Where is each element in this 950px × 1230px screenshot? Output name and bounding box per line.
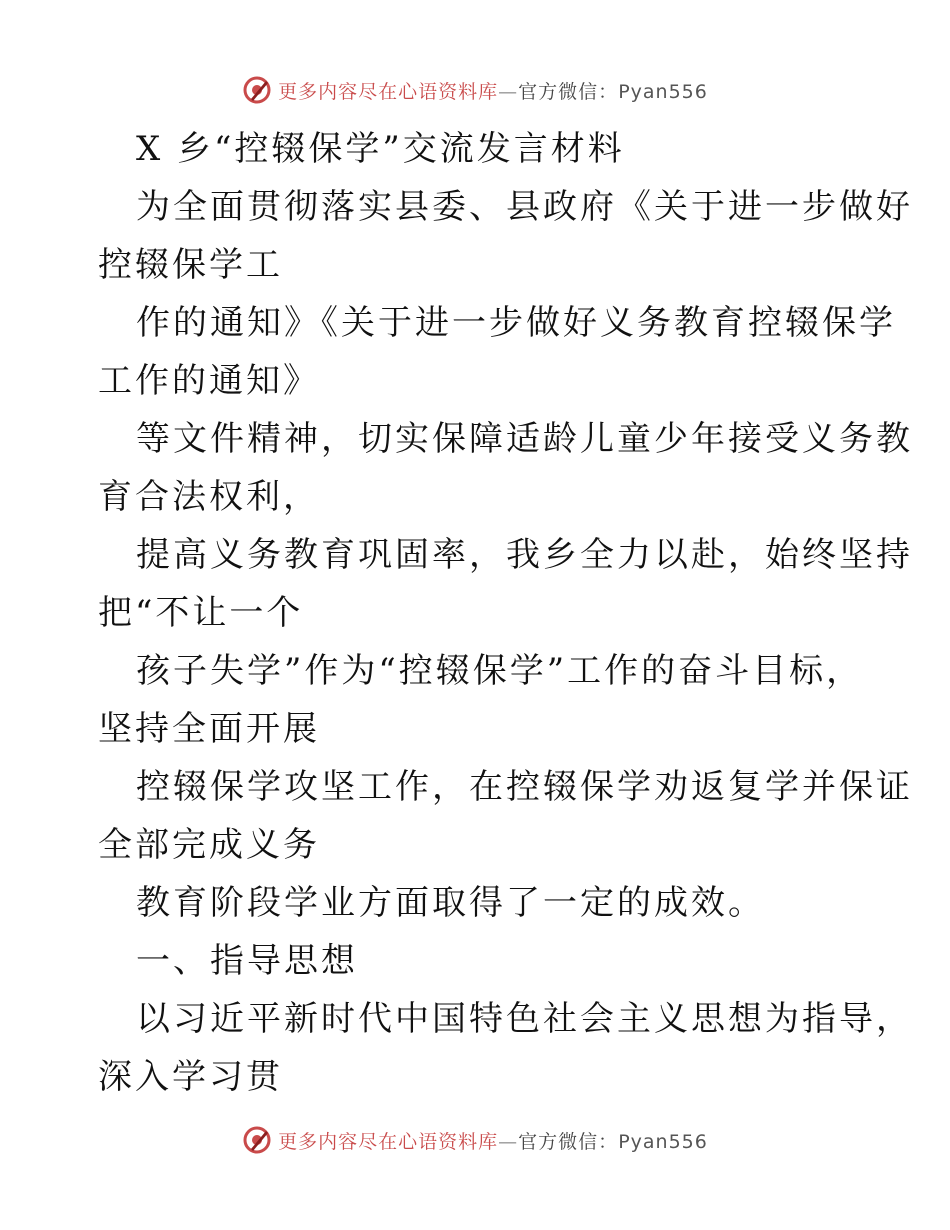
header-wechat-id: Pyan556 bbox=[618, 80, 708, 103]
document-title: X 乡“控辍保学”交流发言材料 bbox=[136, 129, 625, 169]
paragraph-line: 坚持全面开展 bbox=[98, 709, 320, 749]
header-wechat-label: 官方微信： bbox=[518, 80, 619, 103]
header-banner-text bbox=[278, 77, 708, 104]
paragraph-line: 孩子失学”作为“控辍保学”工作的奋斗目标， bbox=[136, 651, 864, 691]
footer-wechat-id: Pyan556 bbox=[618, 1130, 708, 1153]
paragraph-line: 控辍保学攻坚工作，在控辍保学劝返复学并保证 bbox=[136, 767, 913, 807]
paragraph-line: 把“不让一个 bbox=[98, 593, 304, 633]
paragraph-line: 为全面贯彻落实县委、县政府《关于进一步做好 bbox=[136, 187, 913, 227]
paragraph-line: 教育阶段学业方面取得了一定的成效。 bbox=[136, 883, 765, 923]
paragraph-line: 控辍保学工 bbox=[98, 245, 283, 285]
paragraph-line: 工作的通知》 bbox=[98, 361, 320, 401]
paragraph-line: 育合法权利， bbox=[98, 477, 320, 517]
footer-banner-text bbox=[278, 1127, 708, 1154]
footer-banner bbox=[0, 1120, 950, 1160]
paragraph-line: 作的通知》《关于进一步做好义务教育控辍保学 bbox=[136, 303, 896, 343]
logo-icon bbox=[242, 1125, 272, 1155]
footer-wechat-label: 官方微信： bbox=[518, 1130, 619, 1153]
document-body bbox=[98, 120, 913, 1106]
footer-banner-title: 更多内容尽在心语资料库 bbox=[278, 1130, 499, 1153]
logo-icon bbox=[242, 75, 272, 105]
section-heading: 一、指导思想 bbox=[136, 941, 358, 981]
paragraph-line: 提高义务教育巩固率，我乡全力以赴，始终坚持 bbox=[136, 535, 913, 575]
header-banner-title: 更多内容尽在心语资料库 bbox=[278, 80, 499, 103]
header-banner bbox=[0, 70, 950, 110]
header-banner-separator: — bbox=[498, 80, 519, 103]
footer-banner-separator: — bbox=[498, 1130, 519, 1153]
paragraph-line: 以习近平新时代中国特色社会主义思想为指导， bbox=[136, 999, 913, 1039]
paragraph-line: 全部完成义务 bbox=[98, 825, 320, 865]
paragraph-line: 等文件精神，切实保障适龄儿童少年接受义务教 bbox=[136, 419, 913, 459]
paragraph-line: 深入学习贯 bbox=[98, 1057, 283, 1097]
